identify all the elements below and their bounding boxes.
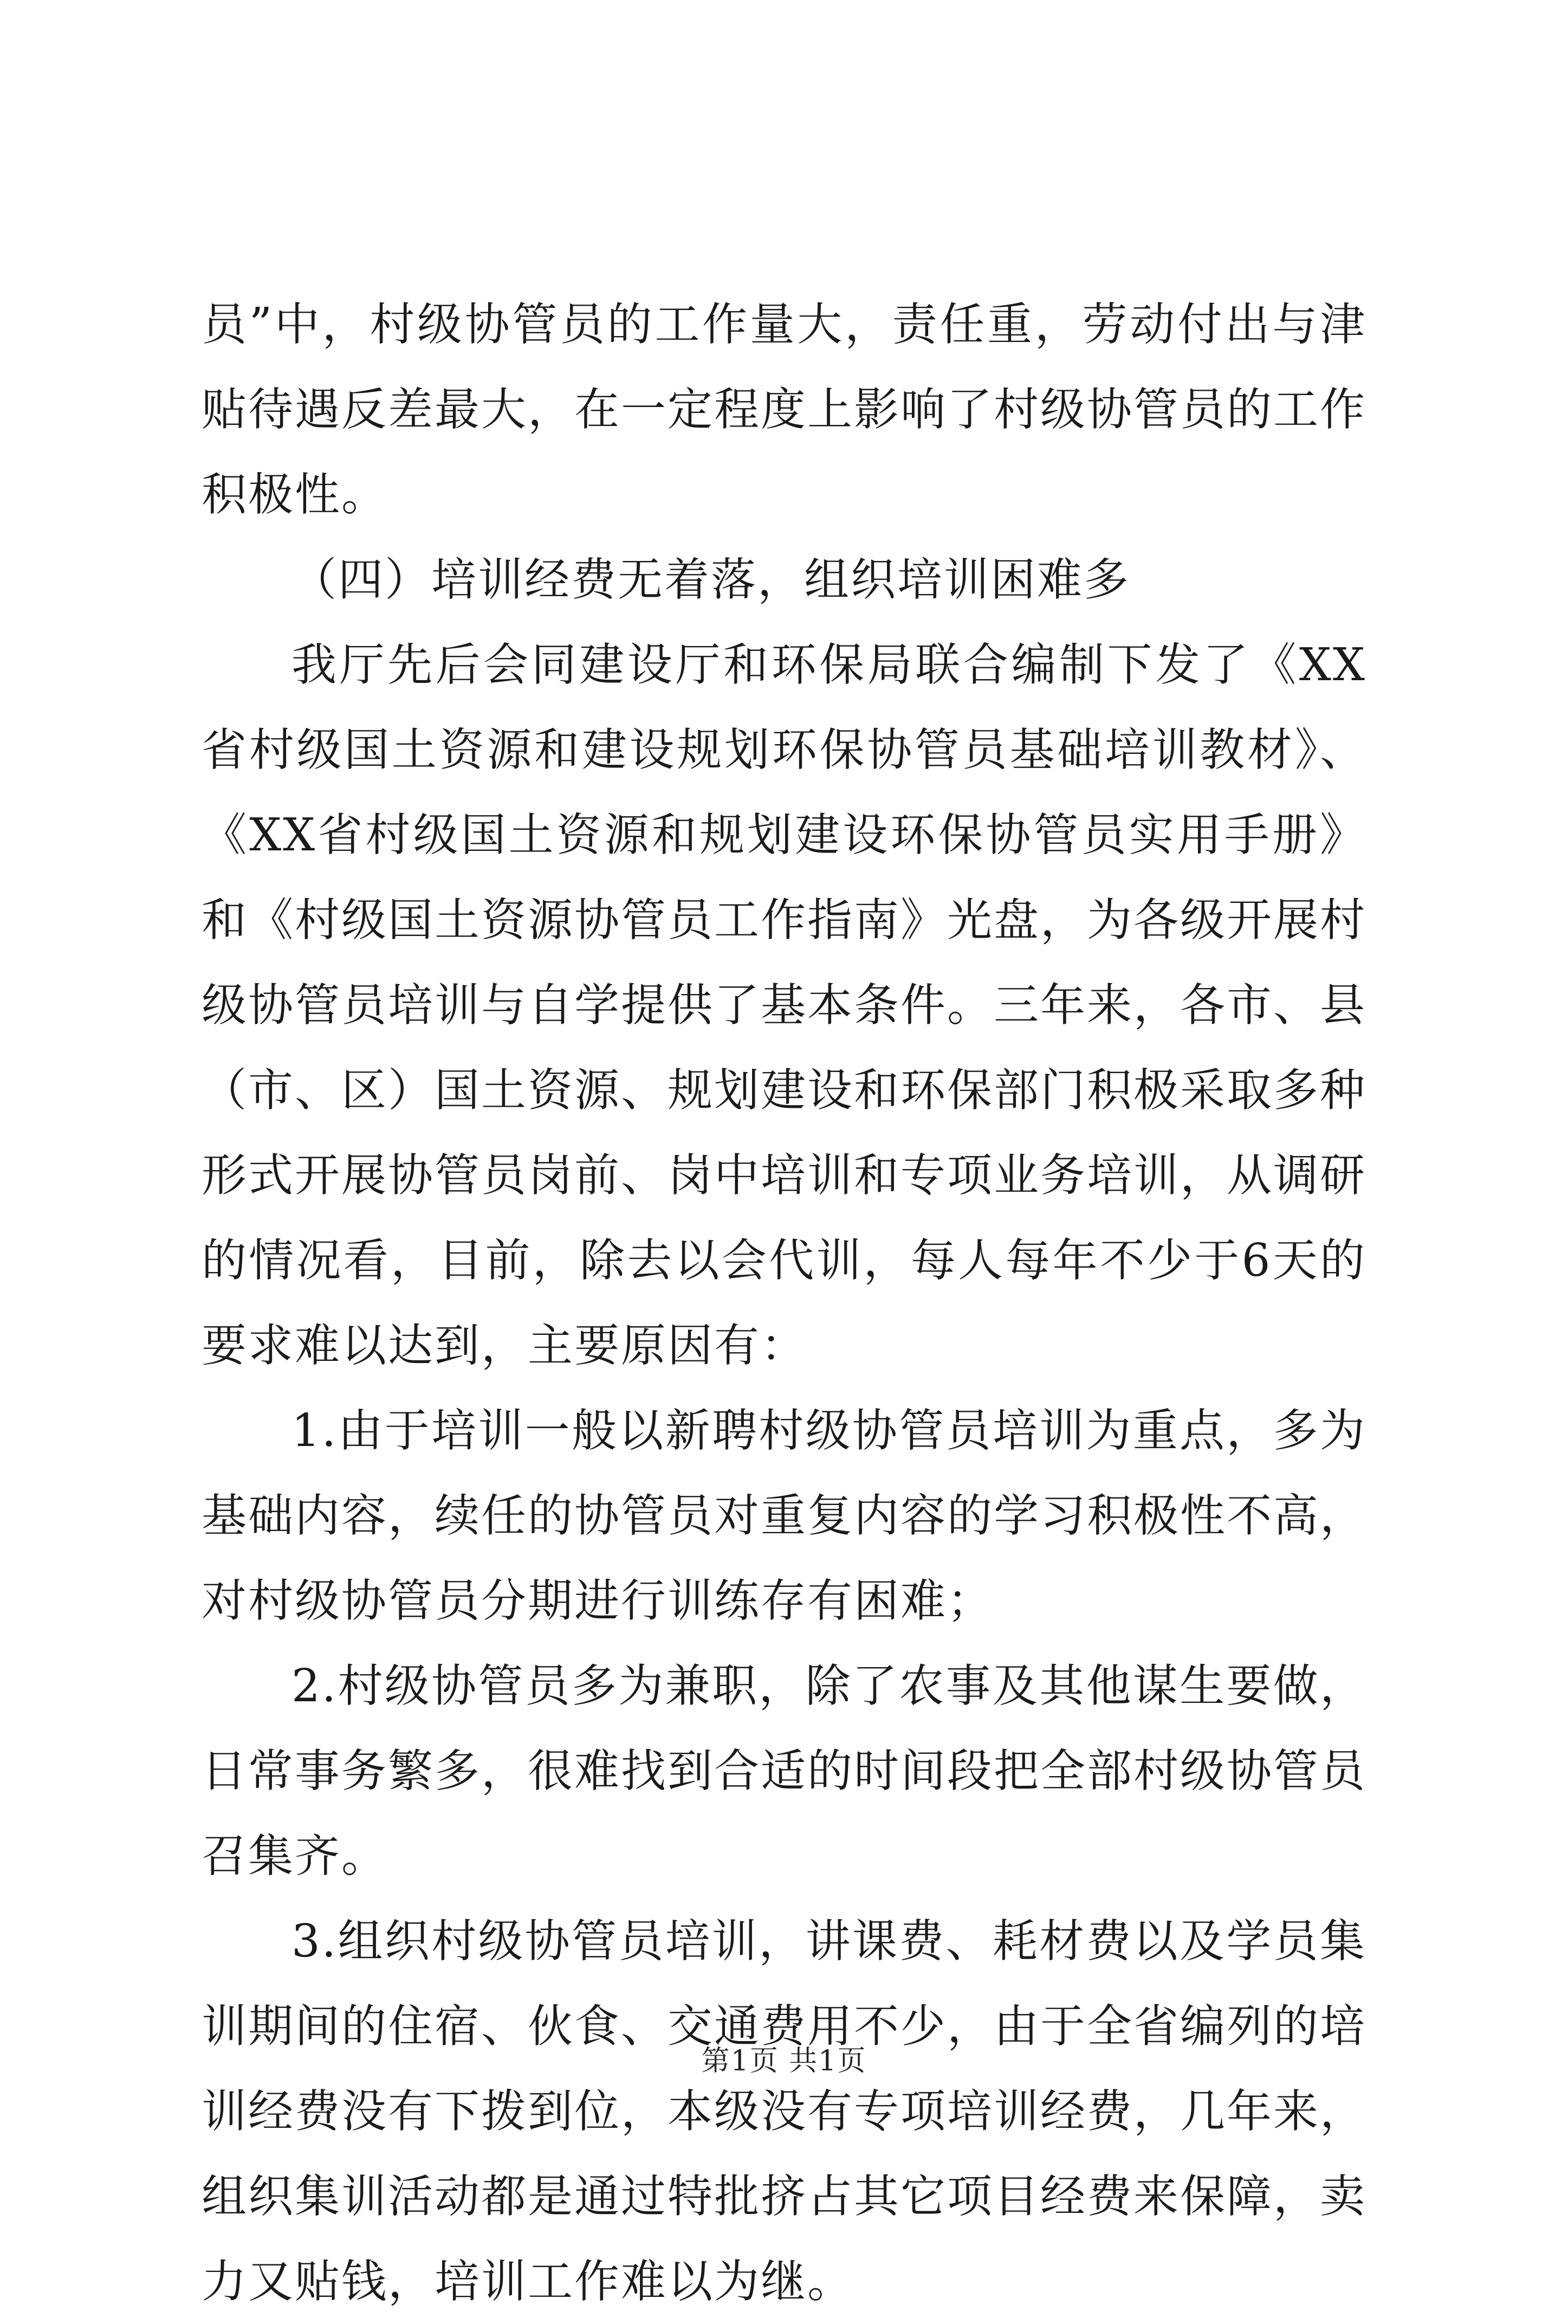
paragraph-body: 我厅先后会同建设厅和环保局联合编制下发了《XX省村级国土资源和建设规划环保协管员基础培训教材》、《XX省村级国土资源和规划建设环保协管员实用手册》和《村级国土资源协管员工作指南》光盘，为各级开展村级协管员培训与自学提供了基本条件。三年来，各市、县（市、区）国土资源、规划建设和环保部门积极采取多种形式开展协管员岗前、岗中培训和专项业务培训，从调研的情况看，目前，除去以会代训，每人每年不少于6天的要求难以达到，主要原因有： (202, 638, 1366, 1372)
page-footer: 第1页 共1页 (701, 2045, 867, 2077)
paragraph-continuation: 员”中，村级协管员的工作量大，责任重，劳动付出与津贴待遇反差最大，在一定程度上影响了村级协管员的工作积极性。 (202, 298, 1366, 521)
list-item-1: 1.由于培训一般以新聘村级协管员培训为重点，多为基础内容，续任的协管员对重复内容的学习积极性不高，对村级协管员分期进行训练存有困难； (202, 1404, 1366, 1627)
list-item-2: 2.村级协管员多为兼职，除了农事及其他谋生要做，日常事务繁多，很难找到合适的时间段把全部村级协管员召集齐。 (202, 1660, 1366, 1882)
list-item-3: 3.组织村级协管员培训，讲课费、耗材费以及学员集训期间的住宿、伙食、交通费用不少，由于全省编列的培训经费没有下拨到位，本级没有专项培训经费，几年来，组织集训活动都是通过特批挤占其它项目经费来保障，卖力又贴钱，培训工作难以为继。 (202, 1915, 1366, 2308)
section-heading: （四）培训经费无着落，组织培训困难多 (291, 553, 1130, 606)
document-body (202, 282, 1366, 2324)
